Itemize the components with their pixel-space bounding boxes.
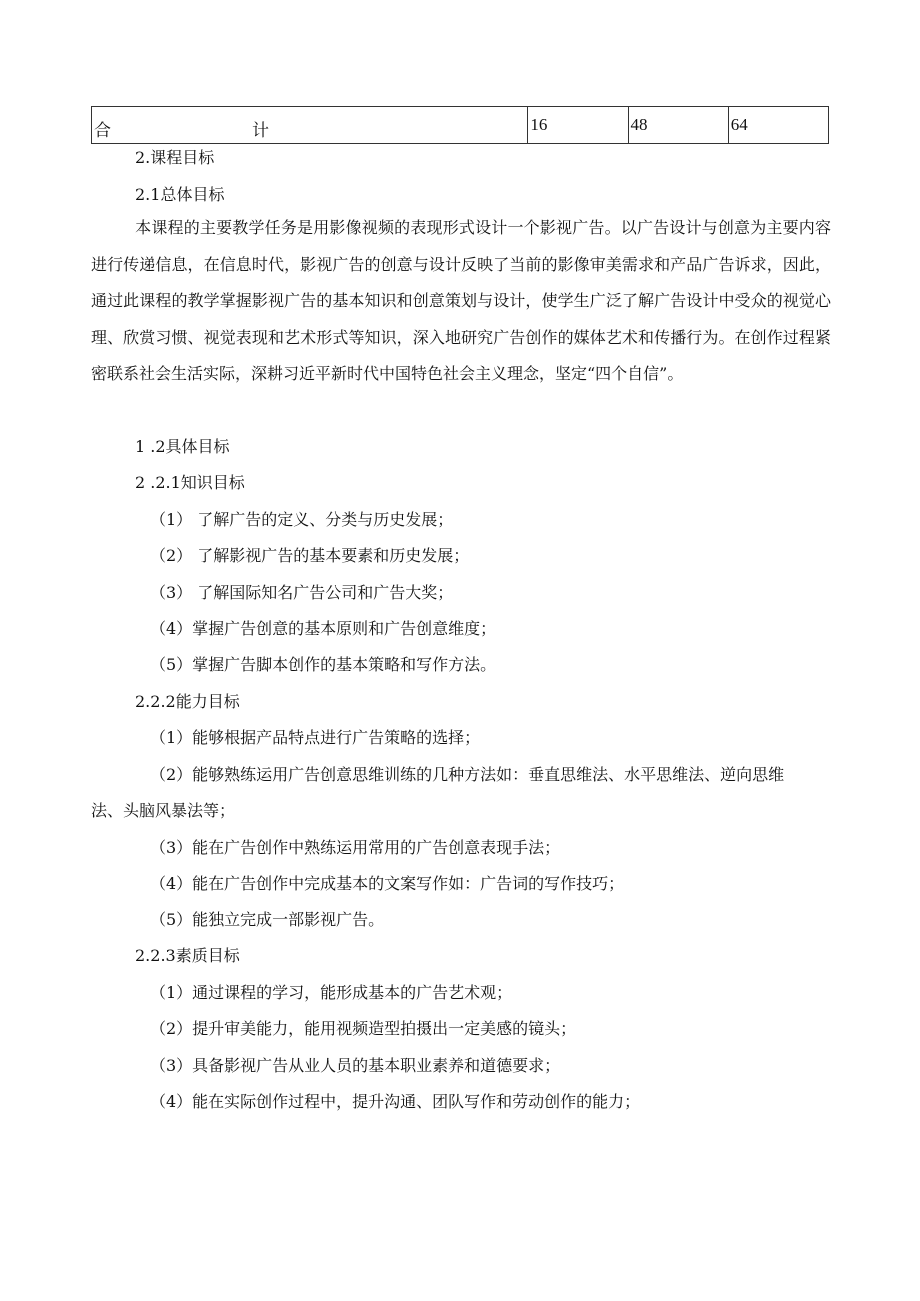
overall-goals-text: 本课程的主要教学任务是用影像视频的表现形式设计一个影视广告。以广告设计与创意为主要内容进行传递信息，在信息时代，影视广告的创意与设计反映了当前的影像审美需求和产品广告诉求，因此，通过此课程的教学掌握影视广告的基本知识和创意策划与设计，使学生广泛了解广告设计中受众的视觉心理、欣赏习惯、视觉表现和艺术形式等知识，深入地研究广告创作的媒体艺术和传播行为。在创作过程紧密联系社会生活实际，深耕习近平新时代中国特色社会主义理念，坚定“四个自信”。 [91,218,831,384]
knowledge-item: （2） 了解影视广告的基本要素和历史发展； [150,546,470,565]
overall-goals-paragraph [91,210,831,393]
ability-item: （5）能独立完成一部影视广告。 [150,910,385,929]
heading-overall-goals: 2.1总体目标 [135,185,225,204]
ability-item: （1）能够根据产品特点进行广告策略的选择； [150,728,481,747]
quality-item: （1）通过课程的学习，能形成基本的广告艺术观； [150,983,513,1002]
ability-item: （3）能在广告创作中熟练运用常用的广告创意表现手法； [150,838,561,857]
quality-item: （2）提升审美能力，能用视频造型拍摄出一定美感的镜头； [150,1019,577,1038]
heading-quality-goals: 2.2.3素质目标 [135,946,240,965]
total-theory-hours: 16 [528,107,628,144]
knowledge-item: （3） 了解国际知名广告公司和广告大奖； [150,583,454,602]
ability-item-continued: 法、头脑风暴法等； [91,801,236,820]
heading-knowledge-goals: 2 .2.1知识目标 [135,473,245,492]
total-label-ji: 计 [252,121,269,140]
table-row [92,107,829,144]
ability-item: （2）能够熟练运用广告创意思维训练的几种方法如：垂直思维法、水平思维法、逆向思维 [150,765,785,784]
total-practice-hours: 48 [628,107,728,144]
knowledge-item: （1） 了解广告的定义、分类与历史发展； [150,510,454,529]
heading-ability-goals: 2.2.2能力目标 [135,692,240,711]
quality-item: （4）能在实际创作过程中，提升沟通、团队写作和劳动创作的能力； [150,1092,641,1111]
total-label-he: 合 [94,121,111,140]
heading-specific-goals: 1 .2具体目标 [135,437,230,456]
quality-item: （3）具备影视广告从业人员的基本职业素养和道德要求； [150,1056,561,1075]
knowledge-item: （5）掌握广告脚本创作的基本策略和写作方法。 [150,655,497,674]
heading-course-goals: 2.课程目标 [135,148,215,167]
total-hours: 64 [728,107,828,144]
total-label-cell [92,107,528,144]
ability-item: （4）能在广告创作中完成基本的文案写作如：广告词的写作技巧； [150,874,625,893]
knowledge-item: （4）掌握广告创意的基本原则和广告创意维度； [150,619,497,638]
total-table [91,106,829,144]
